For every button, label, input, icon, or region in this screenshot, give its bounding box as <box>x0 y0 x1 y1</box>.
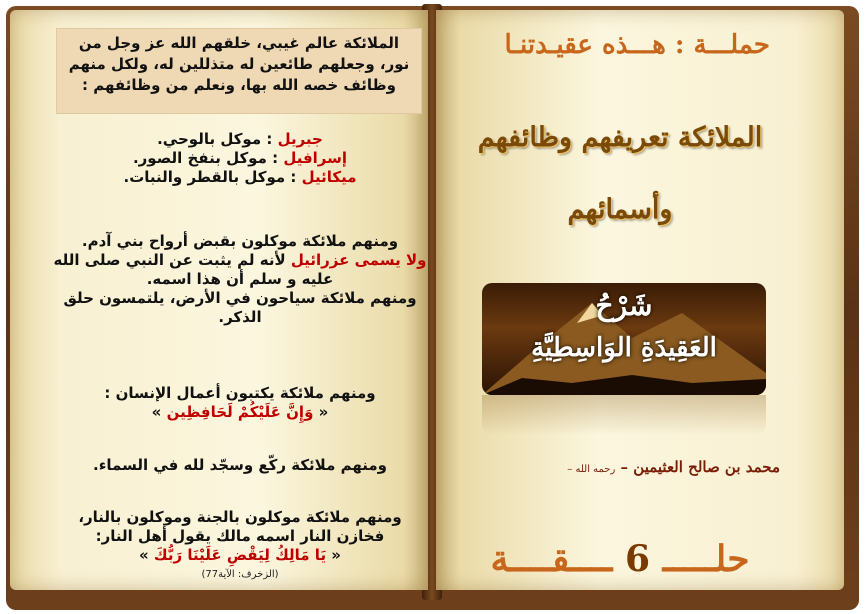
angels-list <box>50 130 430 187</box>
paragraph-text: ومنهم ملائكة موكلون بقبض أرواح بني آدم. <box>81 232 399 250</box>
book-banner-image <box>482 283 766 395</box>
author-name <box>480 458 780 476</box>
angel-duty: : موكل بالوحي. <box>157 130 278 148</box>
episode-label: حلـــــ <box>662 538 750 580</box>
episode-label-end: ــــقــــة <box>490 538 613 580</box>
banner-reflection <box>482 395 766 435</box>
angel-item <box>50 168 430 187</box>
author-text: محمد بن صالح العثيمين – <box>620 458 780 476</box>
lesson-heading-cont: وأسمائهم <box>567 194 673 225</box>
series-title: حملـــة : هـــذه عقيـدتنـا <box>504 30 770 60</box>
episode-number <box>470 538 770 580</box>
angel-item <box>50 149 430 168</box>
paragraph-text: ومنهم ملائكة ركّع وسجّد لله في السماء. <box>93 456 387 474</box>
paragraph-text: لأنه لم يثبت عن النبي صلى الله عليه و سلم أن هذا اسمه. <box>53 251 334 288</box>
angel-duty: : موكل بالقطر والنبات. <box>123 168 302 186</box>
lesson-heading: الملائكة تعريفهم وظائفهم <box>477 122 763 153</box>
angel-name: ميكائيل <box>301 168 357 186</box>
intro-box <box>56 28 422 114</box>
paragraph-text: ومنهم ملائكة يكتبون أعمال الإنسان : <box>104 384 376 402</box>
paragraph-text: ومنهم ملائكة موكلون بالجنة وموكلون بالنار، <box>78 508 402 526</box>
verse-bracket: « <box>313 403 329 421</box>
paragraph-text: ومنهم ملائكة سياحون في الأرض، يلتمسون حلق الذكر. <box>63 289 417 326</box>
banner-title-bottom: العَقِيدَةِ الوَاسِطِيَّةِ <box>531 333 717 363</box>
quran-verse <box>50 403 430 422</box>
verse-reference: (الزخرف: الآية77) <box>201 569 279 580</box>
author-honorific: رحمه الله – <box>567 464 616 475</box>
paragraph-paradise-hell <box>50 508 430 584</box>
highlight-text: ولا يسمى عزرائيل <box>290 251 427 269</box>
paragraph-recorders <box>50 384 430 422</box>
episode-digit: 6 <box>624 538 651 580</box>
angel-duty: : موكل بنفخ الصور. <box>132 149 284 167</box>
quran-verse <box>50 546 430 565</box>
verse-bracket: » <box>151 403 167 421</box>
paragraph-azrael <box>50 251 430 289</box>
verse-bracket: « <box>326 546 341 564</box>
paragraph-worship <box>50 456 430 475</box>
angel-name: إسرافيل <box>283 149 348 167</box>
angel-item <box>50 130 430 149</box>
verse-bracket: » <box>138 546 154 564</box>
angel-name: جبريل <box>277 130 323 148</box>
paragraph-text: فخازن النار اسمه مالك يقول أهل النار: <box>95 527 385 545</box>
paragraph-death-angels <box>50 232 430 327</box>
banner-title-top: شَرْحُ <box>595 289 653 322</box>
verse-text: يَا مَالِكُ لِيَقْضِ عَلَيْنَا رَبُّكَ <box>153 546 327 564</box>
intro-text: الملائكة عالم غيبي، خلقهم الله عز وجل من نور، وجعلهم طائعين له متذللين له، ولكل منهم وظائف خصه الله بها، ونعلم من وظائفهم : <box>68 34 410 94</box>
verse-text: وَإِنَّ عَلَيْكُمْ لَحَافِظِين <box>166 403 314 421</box>
